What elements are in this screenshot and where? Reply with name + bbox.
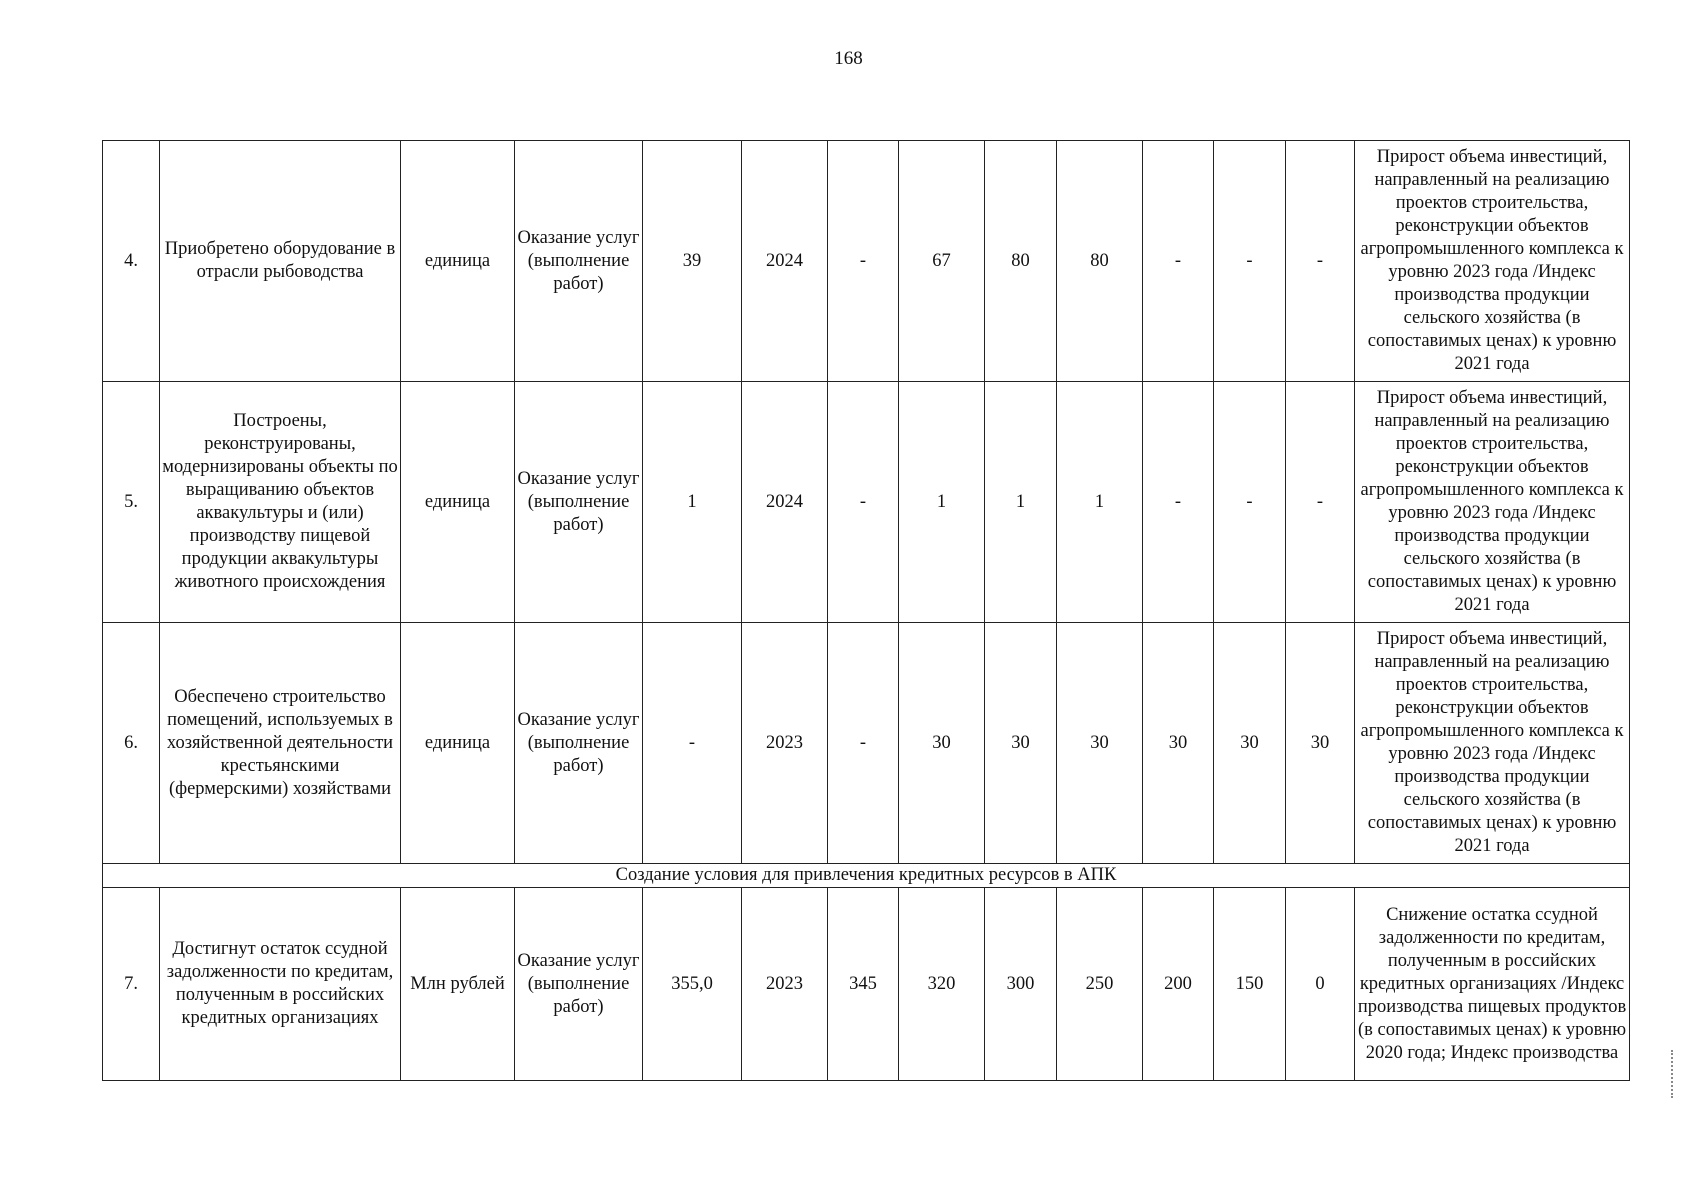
value-cell: 30	[1214, 623, 1286, 864]
value-cell: -	[1143, 141, 1214, 382]
value-cell: 150	[1214, 888, 1286, 1081]
unit-cell: единица	[401, 382, 515, 623]
value-cell: 1	[1057, 382, 1143, 623]
value-cell: 250	[1057, 888, 1143, 1081]
table-row	[103, 141, 1630, 382]
section-heading: Создание условия для привлечения кредитных ресурсов в АПК	[103, 864, 1630, 888]
base-year-cell: 2024	[742, 382, 828, 623]
indicator-description: Обеспечено строительство помещений, используемых в хозяйственной деятельности крестьянскими (фермерскими) хозяйствами	[160, 623, 401, 864]
value-cell: 0	[1286, 888, 1355, 1081]
relation-note: Прирост объема инвестиций, направленный на реализацию проектов строительства, реконструкции объектов агропромышленного комплекса к уровню 2023 года /Индекс производства продукции сельского хозяйства (в сопоставимых ценах) к уровню 2021 года	[1355, 623, 1630, 864]
value-cell: 1	[985, 382, 1057, 623]
value-cell: 80	[1057, 141, 1143, 382]
row-number: 5.	[103, 382, 160, 623]
table-row	[103, 382, 1630, 623]
value-cell: 30	[1143, 623, 1214, 864]
relation-note: Снижение остатка ссудной задолженности по кредитам, полученным в российских кредитных организациях /Индекс производства пищевых продуктов (в сопоставимых ценах) к уровню 2020 года; Индекс производства	[1355, 888, 1630, 1081]
base-year-cell: 2024	[742, 141, 828, 382]
section-row	[103, 864, 1630, 888]
base-value-cell: 355,0	[643, 888, 742, 1081]
base-value-cell: 39	[643, 141, 742, 382]
unit-cell: единица	[401, 623, 515, 864]
value-cell: -	[828, 382, 899, 623]
value-cell: 30	[1057, 623, 1143, 864]
value-cell: 30	[1286, 623, 1355, 864]
relation-note: Прирост объема инвестиций, направленный на реализацию проектов строительства, реконструкции объектов агропромышленного комплекса к уровню 2023 года /Индекс производства продукции сельского хозяйства (в сопоставимых ценах) к уровню 2021 года	[1355, 141, 1630, 382]
table-row	[103, 623, 1630, 864]
value-cell: 30	[985, 623, 1057, 864]
indicator-description: Приобретено оборудование в отрасли рыбоводства	[160, 141, 401, 382]
type-cell: Оказание услуг (выполнение работ)	[515, 888, 643, 1081]
row-number: 4.	[103, 141, 160, 382]
value-cell: 67	[899, 141, 985, 382]
value-cell: 200	[1143, 888, 1214, 1081]
type-cell: Оказание услуг (выполнение работ)	[515, 623, 643, 864]
value-cell: 80	[985, 141, 1057, 382]
indicator-description: Построены, реконструированы, модернизированы объекты по выращиванию объектов аквакультуры и (или) производству пищевой продукции аквакультуры животного происхождения	[160, 382, 401, 623]
base-year-cell: 2023	[742, 623, 828, 864]
value-cell: -	[1214, 141, 1286, 382]
value-cell: -	[1143, 382, 1214, 623]
table-row	[103, 888, 1630, 1081]
row-number: 6.	[103, 623, 160, 864]
base-value-cell: 1	[643, 382, 742, 623]
value-cell: -	[1286, 382, 1355, 623]
type-cell: Оказание услуг (выполнение работ)	[515, 141, 643, 382]
base-year-cell: 2023	[742, 888, 828, 1081]
page-number: 168	[834, 48, 863, 69]
relation-note: Прирост объема инвестиций, направленный на реализацию проектов строительства, реконструкции объектов агропромышленного комплекса к уровню 2023 года /Индекс производства продукции сельского хозяйства (в сопоставимых ценах) к уровню 2021 года	[1355, 382, 1630, 623]
value-cell: 345	[828, 888, 899, 1081]
value-cell: 300	[985, 888, 1057, 1081]
value-cell: -	[828, 141, 899, 382]
indicator-description: Достигнут остаток ссудной задолженности по кредитам, полученным в российских кредитных организациях	[160, 888, 401, 1081]
type-cell: Оказание услуг (выполнение работ)	[515, 382, 643, 623]
unit-cell: Млн рублей	[401, 888, 515, 1081]
unit-cell: единица	[401, 141, 515, 382]
indicators-table	[102, 140, 1630, 1081]
value-cell: 320	[899, 888, 985, 1081]
value-cell: 1	[899, 382, 985, 623]
base-value-cell: -	[643, 623, 742, 864]
value-cell: 30	[899, 623, 985, 864]
value-cell: -	[1214, 382, 1286, 623]
value-cell: -	[828, 623, 899, 864]
row-number: 7.	[103, 888, 160, 1081]
value-cell: -	[1286, 141, 1355, 382]
scan-edge-mark	[1671, 1050, 1675, 1098]
